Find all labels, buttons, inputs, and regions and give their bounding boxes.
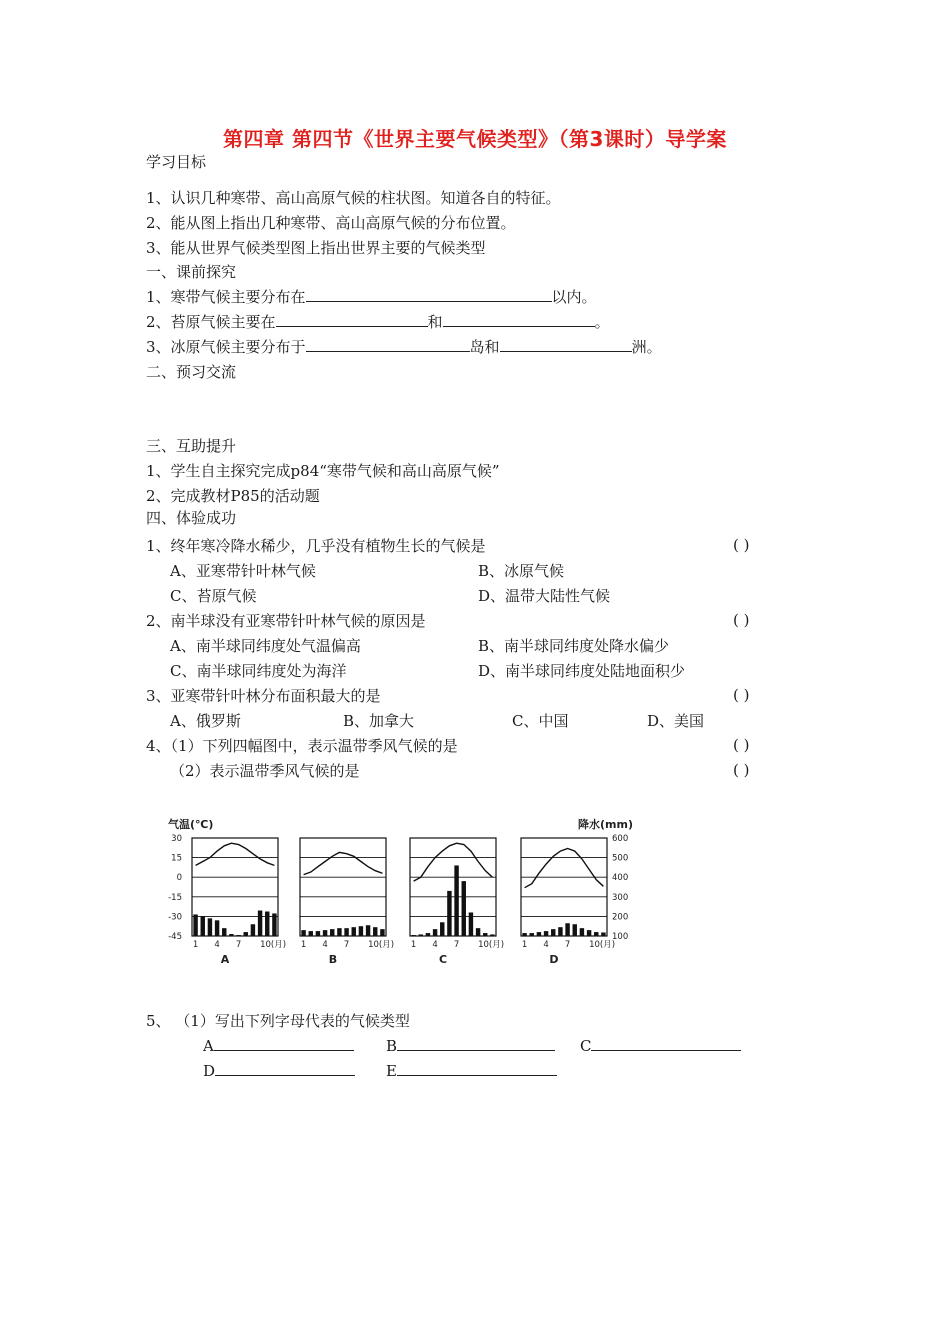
precip-bar [558, 927, 562, 936]
objective-2: 2、能从图上指出几种寒带、高山高原气候的分布位置。 [146, 214, 516, 232]
temp-tick-label: -45 [168, 932, 182, 942]
month-tick-label: 1 [192, 940, 199, 950]
q1-prefix: 1、寒带气候主要分布在 [146, 288, 306, 306]
label-a: A [203, 1037, 214, 1055]
answer-blank[interactable] [500, 337, 632, 352]
answer-paren[interactable]: ( ) [733, 686, 750, 704]
section1-q2 [146, 312, 610, 332]
q2-prefix: 2、苔原气候主要在 [146, 313, 276, 331]
mc-q1-stem: 1、终年寒冷降水稀少，几乎没有植物生长的气候是 [146, 537, 486, 555]
q1-suffix: 以内。 [551, 288, 597, 306]
q5-row-1b [386, 1036, 555, 1056]
month-tick-label: 7 [564, 940, 571, 950]
precip-tick-label: 500 [612, 853, 629, 864]
temp-tick-label: 30 [171, 834, 182, 844]
objective-3: 3、能从世界气候类型图上指出世界主要的气候类型 [146, 239, 486, 257]
section1-q1 [146, 287, 597, 307]
page-title: 第四章 第四节《世界主要气候类型》（第3课时）导学案 [223, 127, 727, 151]
section2-heading: 二、预习交流 [146, 363, 237, 381]
precip-bar [258, 911, 262, 936]
precip-bar [587, 930, 591, 936]
precip-tick-label: 300 [612, 892, 629, 903]
mc-q2-option-a[interactable]: A、南半球同纬度处气温偏高 [170, 637, 361, 655]
q3-mid: 岛和 [469, 338, 500, 356]
month-tick-label: 4 [432, 940, 438, 950]
label-d: D [203, 1062, 216, 1080]
precip-bar [359, 926, 363, 936]
precip-bar [201, 916, 205, 936]
precip-tick-label: 100 [612, 932, 629, 942]
q5-stem: 5、 （1）写出下列字母代表的气候类型 [146, 1012, 410, 1030]
mc-q2-option-d[interactable]: D、南半球同纬度处陆地面积少 [478, 662, 686, 680]
precip-bar [193, 914, 197, 936]
mc-q3-option-c[interactable]: C、中国 [512, 712, 569, 730]
section1-heading: 一、课前探究 [146, 263, 237, 281]
month-tick-label: 1 [521, 940, 528, 950]
climate-chart [160, 808, 650, 973]
precip-bar [366, 925, 370, 936]
month-tick-label: 1 [300, 940, 307, 950]
temperature-line [304, 852, 383, 874]
q2-suffix: 。 [594, 313, 610, 331]
precip-bar [222, 928, 226, 936]
q5-row-2b [386, 1061, 557, 1081]
month-tick-label: 4 [543, 940, 549, 950]
precip-bar [208, 918, 212, 936]
precip-bar [411, 935, 415, 936]
precip-bar [265, 912, 269, 937]
objective-1: 1、认识几种寒带、高山高原气候的柱状图。知道各自的特征。 [146, 189, 561, 207]
answer-blank[interactable] [591, 1036, 741, 1051]
answer-paren[interactable]: ( ) [733, 761, 750, 779]
month-tick-label: 7 [453, 940, 460, 950]
mc-q3-option-d[interactable]: D、美国 [647, 712, 705, 730]
answer-blank[interactable] [397, 1061, 557, 1076]
month-tick-label: 10(月) [589, 940, 616, 950]
temp-tick-label: -15 [168, 892, 182, 903]
label-b: B [386, 1037, 398, 1055]
precip-bar [565, 923, 569, 936]
q2-mid: 和 [427, 313, 443, 331]
temp-tick-label: 0 [176, 873, 182, 884]
answer-blank[interactable] [397, 1036, 555, 1051]
q3-suffix: 洲。 [631, 338, 662, 356]
precip-bar [580, 928, 584, 936]
q3-prefix: 3、冰原气候主要分布于 [146, 338, 306, 356]
answer-blank[interactable] [276, 312, 428, 327]
mc-q1-option-b[interactable]: B、冰原气候 [478, 562, 565, 580]
panel-frame [410, 838, 496, 936]
month-tick-label: 4 [322, 940, 328, 950]
precip-bar [316, 931, 320, 936]
left-axis-label: 气温(℃) [168, 818, 214, 831]
precip-bar [551, 929, 555, 936]
month-tick-label: 4 [214, 940, 220, 950]
precip-bar [323, 930, 327, 936]
panel-label: C [438, 953, 448, 966]
mc-q1-option-d[interactable]: D、温带大陆性气候 [478, 587, 611, 605]
precip-bar [433, 929, 437, 936]
answer-paren[interactable]: ( ) [733, 611, 750, 629]
precip-bar [352, 927, 356, 936]
mc-q1-option-c[interactable]: C、苔原气候 [170, 587, 257, 605]
temperature-line [525, 849, 604, 888]
precip-bar [594, 932, 598, 936]
precip-bar [419, 934, 423, 936]
precip-bar [215, 920, 219, 936]
mc-q3-option-a[interactable]: A、俄罗斯 [170, 712, 241, 730]
precip-tick-label: 200 [612, 912, 629, 923]
precip-bar [544, 931, 548, 936]
precip-bar [490, 934, 494, 936]
temp-tick-label: 15 [171, 853, 182, 864]
precip-bar [573, 924, 577, 936]
answer-blank[interactable] [443, 312, 595, 327]
precip-bar [373, 927, 377, 936]
precip-bar [272, 913, 276, 936]
precip-bar [330, 929, 334, 936]
precip-bar [601, 932, 605, 936]
temperature-line [196, 843, 275, 865]
answer-blank[interactable] [214, 1036, 354, 1051]
section3-heading: 三、互助提升 [146, 437, 237, 455]
answer-blank[interactable] [306, 287, 552, 302]
section4-heading: 四、体验成功 [146, 509, 237, 527]
precip-bar [476, 928, 480, 936]
label-e: E [386, 1062, 397, 1080]
precip-bar [244, 932, 248, 936]
mc-q3-option-b[interactable]: B、加拿大 [343, 712, 415, 730]
precip-bar [522, 933, 526, 936]
q5-row-2 [203, 1061, 355, 1081]
precip-bar [447, 891, 451, 936]
precip-bar [229, 934, 233, 936]
precip-bar [530, 933, 534, 936]
precip-bar [344, 928, 348, 936]
precip-bar [483, 933, 487, 936]
precip-bar [537, 932, 541, 936]
answer-paren[interactable]: ( ) [733, 736, 750, 754]
right-axis-label: 降水(mm) [578, 818, 633, 831]
mc-q2-option-b[interactable]: B、南半球同纬度处降水偏少 [478, 637, 670, 655]
mc-q2-option-c[interactable]: C、南半球同纬度处为海洋 [170, 662, 347, 680]
answer-blank[interactable] [306, 337, 470, 352]
precip-bar [440, 922, 444, 936]
q5-row-1 [203, 1036, 354, 1056]
month-tick-label: 7 [343, 940, 350, 950]
mc-q1-option-a[interactable]: A、亚寒带针叶林气候 [170, 562, 316, 580]
precip-tick-label: 600 [612, 834, 629, 844]
precip-bar [454, 865, 458, 936]
mc-q2-stem: 2、南半球没有亚寒带针叶林气候的原因是 [146, 612, 426, 630]
section1-q3 [146, 337, 662, 357]
temperature-line [414, 843, 493, 881]
mc-q4-stem1: 4、（1）下列四幅图中，表示温带季风气候的是 [146, 737, 458, 755]
month-tick-label: 7 [235, 940, 242, 950]
precip-bar [337, 928, 341, 936]
label-c: C [580, 1037, 592, 1055]
mc-q4-stem2: （2）表示温带季风气候的是 [170, 762, 360, 780]
objectives-heading: 学习目标 [146, 153, 207, 171]
answer-blank[interactable] [215, 1061, 355, 1076]
precip-bar [469, 912, 473, 936]
precip-bar [251, 924, 255, 936]
month-tick-label: 10(月) [478, 940, 505, 950]
month-tick-label: 10(月) [368, 940, 395, 950]
precip-tick-label: 400 [612, 873, 629, 884]
section3-item-1: 1、学生自主探究完成p84“寒带气候和高山高原气候” [146, 462, 500, 480]
mc-q3-stem: 3、亚寒带针叶林分布面积最大的是 [146, 687, 381, 705]
temp-tick-label: -30 [168, 912, 182, 923]
panel-label: D [549, 953, 559, 966]
precip-bar [462, 881, 466, 936]
q5-row-1c [580, 1036, 741, 1056]
precip-bar [380, 929, 384, 936]
month-tick-label: 10(月) [260, 940, 287, 950]
answer-paren[interactable]: ( ) [733, 536, 750, 554]
panel-label: B [328, 953, 338, 966]
precip-bar [426, 933, 430, 936]
precip-bar [236, 935, 240, 936]
panel-frame [521, 838, 607, 936]
precip-bar [301, 930, 305, 936]
panel-label: A [220, 953, 230, 966]
month-tick-label: 1 [410, 940, 417, 950]
precip-bar [309, 931, 313, 936]
section3-item-2: 2、完成教材P85的活动题 [146, 487, 320, 505]
